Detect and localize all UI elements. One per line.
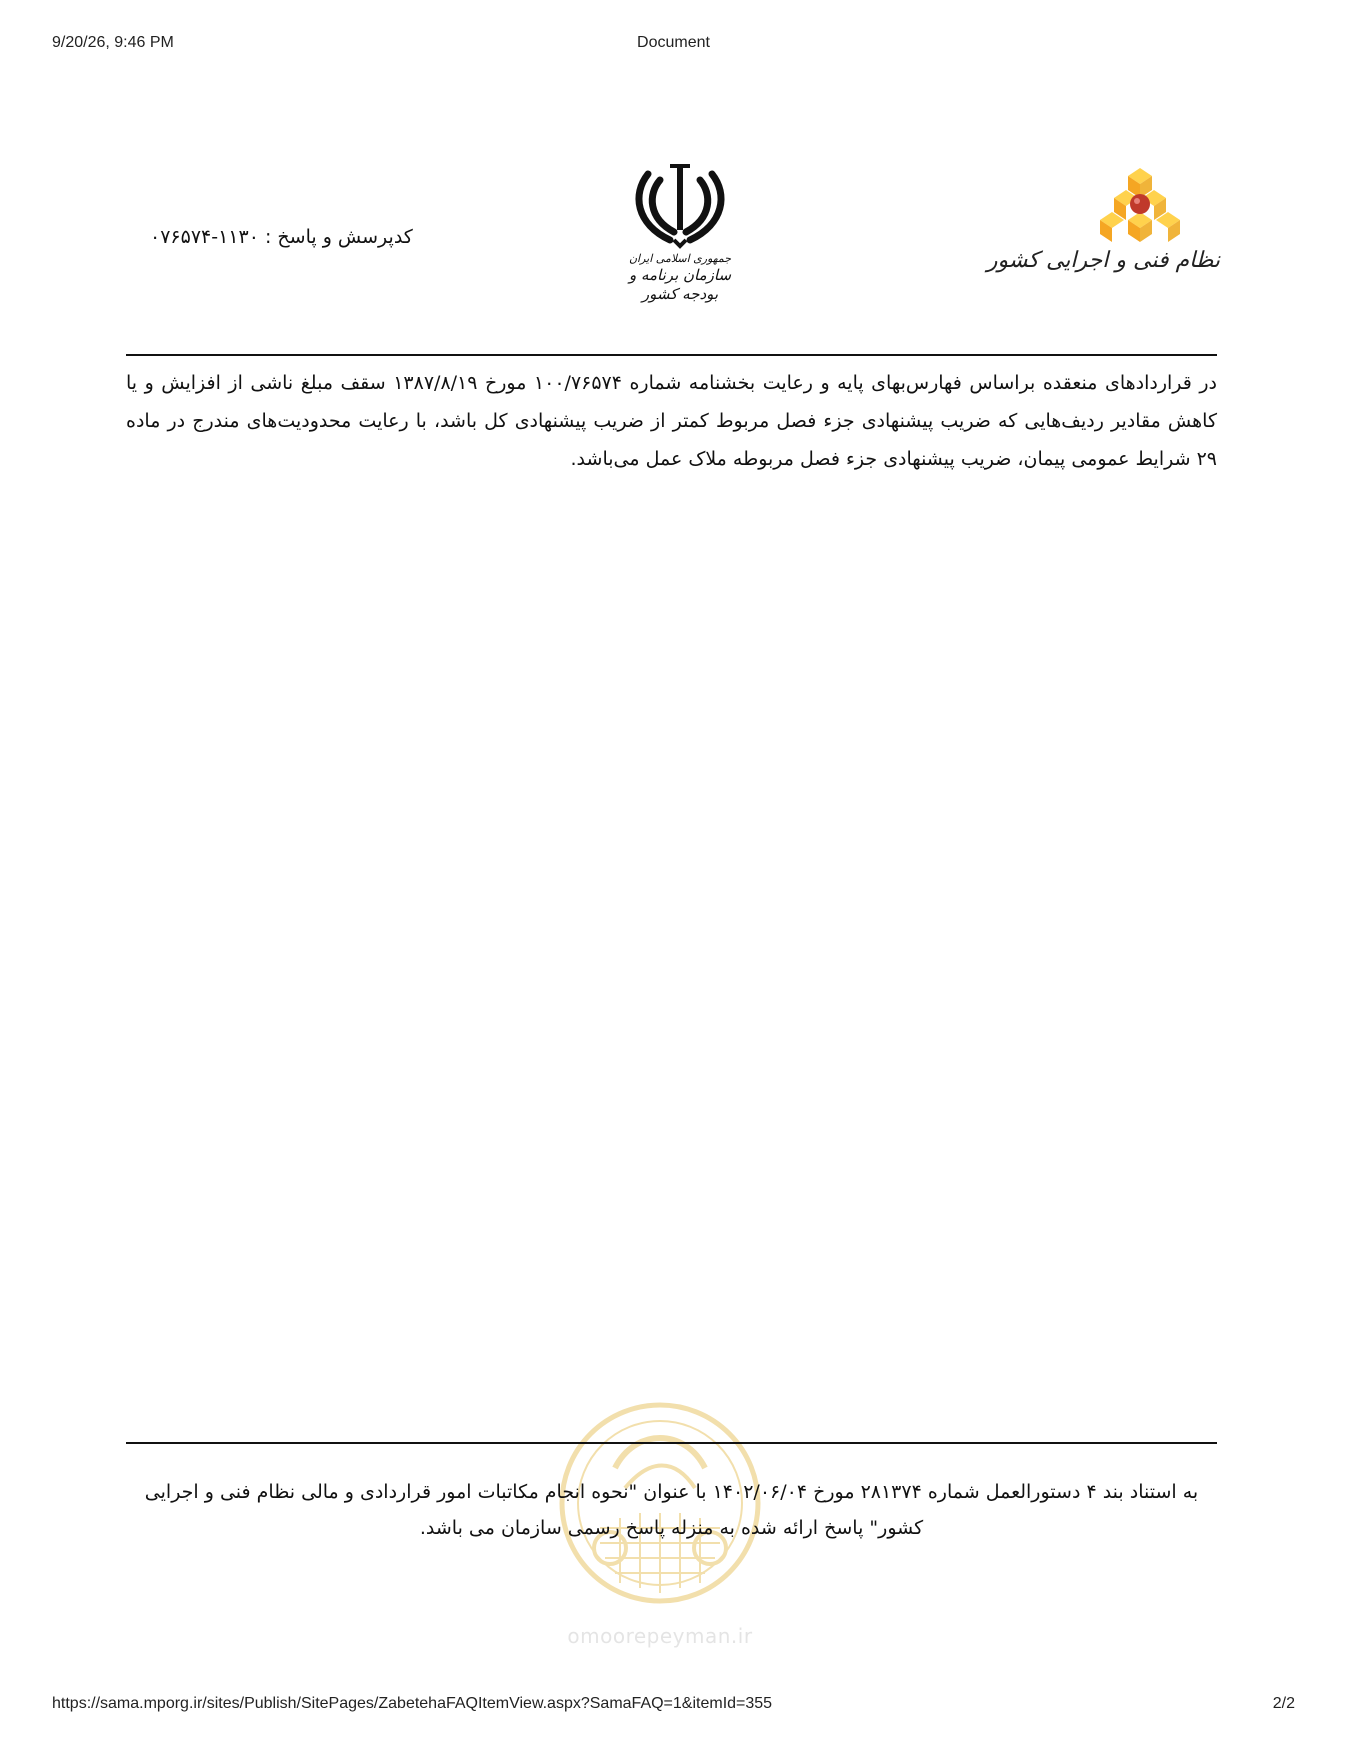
letterhead [120, 160, 1220, 320]
page-url: https://sama.mporg.ir/sites/Publish/SitePages/ZabetehaFAQItemView.aspx?SamaFAQ=1&itemId=355 [52, 1695, 773, 1712]
official-response-note-line2: کشور" پاسخ ارائه شده به منزله پاسخ رسمی سازمان می باشد. [419, 1517, 924, 1539]
print-document-title: Document [637, 34, 710, 51]
emblem-caption [610, 252, 750, 303]
print-date: 9/20/26, 9:46 PM [52, 34, 174, 51]
header-divider [126, 354, 1217, 356]
iran-emblem-icon [630, 160, 730, 250]
answer-paragraph: در قراردادهای منعقده براساس فهارس‌بهای پایه و رعایت بخشنامه شماره ۱۰۰/۷۶۵۷۴ مورخ ۱۳۸۷/۸/۱۹ سقف مبلغ ناشی از افزایش و یا کاهش مقادیر ردیف‌هایی که ضریب پیشنهادی جزء فصل مربوط کمتر از ضریب پیشنهادی کل باشد، با رعایت محدودیت‌های مندرج در ماده ۲۹ شرایط عمومی پیمان، ضریب پیشنهادی جزء فصل مربوطه ملاک عمل می‌باشد. [126, 372, 1218, 470]
question-answer-code: کدپرسش و پاسخ : ۱۱۳۰-۰۷۶۵۷۴ [150, 226, 413, 248]
emblem-caption-line1: جمهوری اسلامی ایران [628, 252, 732, 265]
print-header [52, 34, 1295, 56]
logo-caption: نظام فنی و اجرایی کشور [986, 248, 1220, 273]
official-response-note [126, 1474, 1217, 1546]
watermark-text: omoorepeyman.ir [567, 1624, 753, 1648]
pyramid-logo-icon [1090, 166, 1190, 246]
page-number: 2/2 [1272, 1695, 1295, 1712]
government-emblem [610, 160, 750, 310]
footer-divider [126, 1442, 1217, 1444]
technical-system-logo [986, 166, 1220, 306]
official-response-note-line1: به استناد بند ۴ دستورالعمل شماره ۲۸۱۳۷۴ مورخ ۱۴۰۲/۰۶/۰۴ با عنوان "نحوه انجام مکاتبات امور قراردادی و مالی نظام فنی و اجرایی [144, 1481, 1199, 1503]
emblem-caption-line2: سازمان برنامه و بودجه کشور [628, 265, 732, 303]
print-footer [52, 1695, 1295, 1717]
